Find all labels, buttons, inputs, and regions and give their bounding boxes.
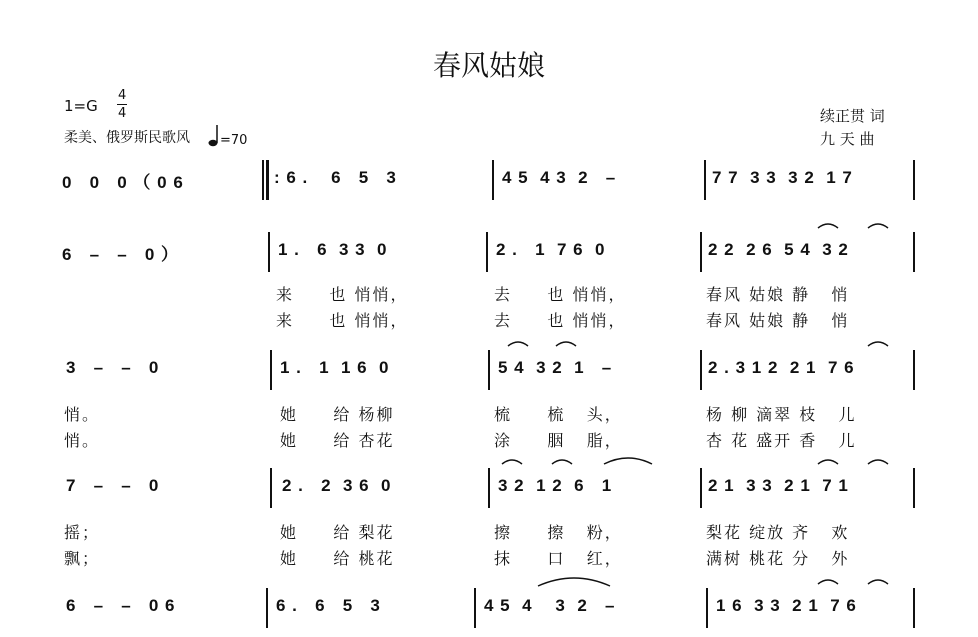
measure: 4 5 4 3 2 – xyxy=(484,596,616,615)
page-title: 春风姑娘 xyxy=(432,49,545,82)
barline xyxy=(700,350,702,390)
lyric: 春风 姑娘 静 悄 xyxy=(706,285,850,304)
measure: 1 . 6 3 3 0 xyxy=(278,240,388,259)
style-text: 柔美、俄罗斯民歌风 xyxy=(64,130,190,146)
lyric: 悄。 xyxy=(64,431,101,450)
barline xyxy=(913,350,915,390)
measure: 5 4 3 2 1 – xyxy=(498,358,613,377)
barline xyxy=(706,588,708,628)
lyric: 来 也 悄悄， xyxy=(276,311,409,330)
barline xyxy=(486,232,488,272)
slur-marks xyxy=(0,218,978,238)
barline xyxy=(913,588,915,628)
barline xyxy=(700,468,702,508)
measure: 3 – – 0 xyxy=(66,358,160,377)
lyric: 飘； xyxy=(64,549,101,568)
barline xyxy=(266,588,268,628)
lyric: 梳 梳 头， xyxy=(494,405,623,424)
lyric: 杨 柳 滴翠 枝 儿 xyxy=(706,405,857,424)
lyric: 抹 口 红， xyxy=(494,549,623,568)
lyric: 满树 桃花 分 外 xyxy=(706,549,850,568)
barline xyxy=(488,350,490,390)
composer: 九 天 曲 xyxy=(820,130,875,148)
lyric: 擦 擦 粉， xyxy=(494,523,623,542)
lyric: 春风 姑娘 静 悄 xyxy=(706,311,850,330)
barline xyxy=(492,160,494,200)
lyric: 去 也 悄悄， xyxy=(494,285,627,304)
measure: 7 7 3 3 3 2 1 7 xyxy=(712,168,853,187)
barline xyxy=(268,232,270,272)
barline xyxy=(704,160,706,200)
barline xyxy=(270,468,272,508)
tempo-mark: =70 xyxy=(220,133,248,148)
lyric: 她 给 梨花 xyxy=(280,523,395,542)
barline xyxy=(488,468,490,508)
barline xyxy=(700,232,702,272)
barline xyxy=(262,160,264,200)
barline xyxy=(474,588,476,628)
measure: 6 . 6 5 3 xyxy=(276,596,381,615)
measure: 1 . 1 1 6 0 xyxy=(280,358,390,377)
measure: 2 . 2 3 6 0 xyxy=(282,476,392,495)
time-signature-bottom: 4 xyxy=(118,106,127,121)
repeat-barline xyxy=(266,160,269,200)
lyric: 她 给 桃花 xyxy=(280,549,395,568)
measure: 2 2 2 6 5 4 3 2 xyxy=(708,240,849,259)
barline xyxy=(913,160,915,200)
lyric: 她 给 杏花 xyxy=(280,431,395,450)
lyric: 杏 花 盛开 香 儿 xyxy=(706,431,857,450)
barline xyxy=(270,350,272,390)
slur-marks xyxy=(0,574,978,594)
key-signature: 1=G xyxy=(64,97,98,115)
measure: 6 – – 0 6 xyxy=(66,596,176,615)
measure: 2 . 1 7 6 0 xyxy=(496,240,606,259)
barline xyxy=(913,468,915,508)
lyric: 梨花 绽放 齐 欢 xyxy=(706,523,850,542)
measure: 4 5 4 3 2 – xyxy=(502,168,617,187)
measure: : 6 . 6 5 3 xyxy=(274,168,397,187)
lyric: 涂 胭 脂， xyxy=(494,431,623,450)
lyric: 悄。 xyxy=(64,405,101,424)
lyric: 摇； xyxy=(64,523,101,542)
barline xyxy=(913,232,915,272)
measure: 7 – – 0 xyxy=(66,476,160,495)
time-signature-top: 4 xyxy=(118,88,127,103)
measure: 2 . 3 1 2 2 1 7 6 xyxy=(708,358,855,377)
measure: 3 2 1 2 6 1 xyxy=(498,476,613,495)
measure: 1 6 3 3 2 1 7 6 xyxy=(716,596,857,615)
measure: 6 – – 0 ） xyxy=(62,245,180,264)
measure: 2 1 3 3 2 1 7 1 xyxy=(708,476,849,495)
time-signature-line xyxy=(117,104,127,105)
lyric: 她 给 杨柳 xyxy=(280,405,395,424)
measure: 0 0 0 （ 0 6 xyxy=(62,173,184,192)
lyric: 去 也 悄悄， xyxy=(494,311,627,330)
lyricist: 续正贯 词 xyxy=(820,107,885,125)
lyric: 来 也 悄悄， xyxy=(276,285,409,304)
